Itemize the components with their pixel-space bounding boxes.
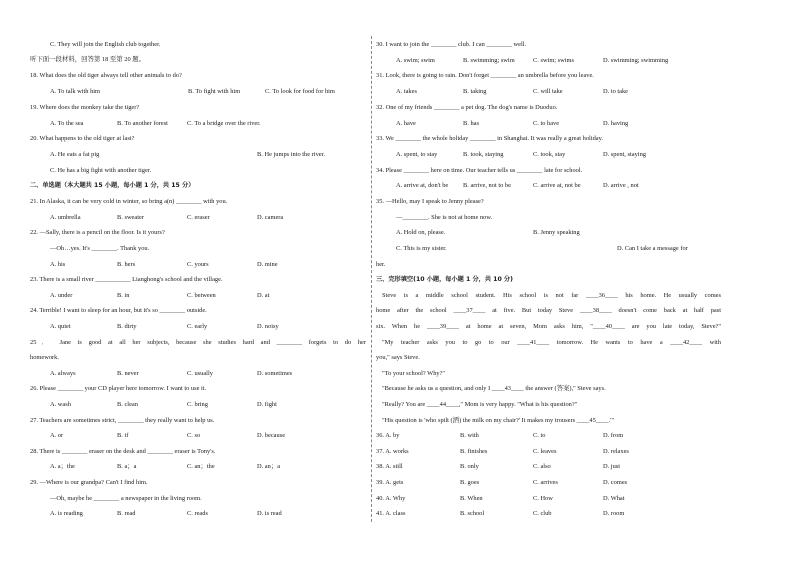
option-b[interactable]: B. finishes (460, 448, 488, 455)
option-a[interactable]: 36. A. by (376, 432, 400, 439)
question-28-options (30, 463, 366, 471)
option-d[interactable]: D. mine (257, 261, 278, 268)
question-32-options (376, 120, 721, 128)
question-23: 23. There is a small river ___________ Lianghong's school and the village. (30, 276, 223, 283)
option-c[interactable]: C. yours (187, 261, 209, 268)
option-d[interactable]: D. room (603, 510, 625, 517)
option-b[interactable]: B. read (117, 510, 136, 517)
question-25-cont: homework. (30, 354, 59, 361)
question-18-options (30, 88, 366, 96)
cloze-39-options (376, 479, 721, 487)
passage-line-2: home after the school ____37____ at five. But today Steve ____38____ doesn't come back at half past (376, 307, 721, 314)
cloze-38-options (376, 463, 721, 471)
option-d[interactable]: D. spent, staying (603, 151, 646, 158)
question-27: 27. Teachers are sometimes strict, ________ they really want to help us. (30, 417, 215, 424)
question-23-options (30, 292, 366, 300)
cloze-41-options (376, 510, 721, 518)
option-c[interactable]: C. to have (533, 120, 560, 127)
question-25: 25． Jane is good at all her subjects, because she studies hard and ________ forgets to do her (30, 339, 366, 346)
passage-line-3: six. When he ____39____ at home at seven, Mom asks him, "____40____ are you late today, Steve?" (376, 323, 721, 330)
question-34-options (376, 182, 721, 190)
question-21-options (30, 214, 366, 222)
option-a[interactable]: 39. A. gets (376, 479, 404, 486)
section-heading-cloze: 三、完形填空(10 小题，每小题 1 分，共 10 分) (376, 276, 513, 283)
question-33-options (376, 151, 721, 159)
question-20: 20. What happens to the old tiger at last? (30, 135, 135, 142)
question-20-option-c[interactable]: C. He has a big fight with another tiger. (50, 167, 152, 174)
question-18: 18. What does the old tiger always tell other animals to do? (30, 72, 182, 79)
option-c[interactable]: C. took, stay (533, 151, 566, 158)
question-27-options (30, 432, 366, 440)
option-c[interactable]: C. swim; swims (533, 57, 575, 64)
option-b[interactable]: B. in (117, 292, 130, 299)
cloze-36-options (376, 432, 721, 440)
question-19: 19. Where does the monkey take the tiger? (30, 104, 140, 111)
option-d[interactable]: D. from (603, 432, 624, 439)
option-d[interactable]: D. relaxes (603, 448, 629, 455)
option-a[interactable]: A. swim; swim (396, 57, 435, 64)
question-26-options (30, 401, 366, 409)
question-30-options (376, 57, 721, 65)
option-a[interactable]: A. under (50, 292, 73, 299)
question-34: 34. Please ________ here on time. Our teacher tells us ________ late for school. (376, 167, 583, 174)
question-24-options (30, 323, 366, 331)
option-c[interactable]: C. arrives (533, 479, 558, 486)
option-c[interactable]: C. early (187, 323, 208, 330)
option-d[interactable]: D. What (603, 495, 625, 502)
option-d[interactable]: D. noisy (257, 323, 279, 330)
option-c[interactable]: C. How (533, 495, 553, 502)
question-35: 35. —Hello, may I speak to Jenny please? (376, 198, 484, 205)
option-b[interactable]: B. clean (117, 401, 138, 408)
option-c[interactable]: C. between (187, 292, 216, 299)
question-20-options (30, 151, 366, 159)
passage-line-7: "Because he asks us a question, and only I ____43____ the answer (答案)," Steve says. (382, 385, 606, 392)
option-b[interactable]: B. with (460, 432, 479, 439)
option-a[interactable]: A. is reading (50, 510, 83, 517)
question-35-options-ab (376, 229, 721, 237)
option-a[interactable]: A. takes (396, 88, 417, 95)
option-c[interactable]: C. leaves (533, 448, 557, 455)
option-c[interactable]: C. club (533, 510, 552, 517)
passage-line-8: "Really? You are ____44____," Mom is very happy. "What is his question?" (382, 401, 578, 408)
option-c[interactable]: C. This is my sister. (396, 245, 447, 252)
option-a[interactable]: A. a；the (50, 463, 75, 470)
option-c[interactable]: C. an；the (187, 463, 215, 470)
question-21: 21. In Alaska, it can be very cold in winter, so bring a(n) ________ with you. (30, 198, 228, 205)
option-a[interactable]: 38. A. still (376, 463, 403, 470)
option-d[interactable]: D. to take (603, 88, 629, 95)
option-a[interactable]: A. He eats a fat pig (50, 151, 100, 158)
question-26: 26. Please ________ your CD player here tomorrow. I want to use it. (30, 385, 207, 392)
option-a[interactable]: A. have (396, 120, 416, 127)
listening-instruction: 听下面一段材料，回答第 18 至第 20 题。 (30, 56, 146, 63)
option-b[interactable]: B. if (117, 432, 129, 439)
option-d[interactable]: D. camera (257, 214, 284, 221)
option-b[interactable]: B. sweater (117, 214, 144, 221)
passage-line-1: Steve is a middle school student. His school is not far ____36____ his home. He usually comes (382, 292, 721, 299)
option-c[interactable]: C. will take (533, 88, 563, 95)
question-35-reply: —________. She is not at home now. (396, 214, 493, 221)
option-c[interactable]: C. to (533, 432, 546, 439)
option-c[interactable]: C. usually (187, 370, 213, 377)
option-c[interactable]: C. reads (187, 510, 208, 517)
option-d[interactable]: D. because (257, 432, 286, 439)
option-b[interactable]: B. school (460, 510, 485, 517)
option-b[interactable]: B. Jenny speaking (533, 229, 580, 236)
option-b[interactable]: B. a；a (117, 463, 137, 470)
option-d[interactable]: D. sometimes (257, 370, 293, 377)
option-a[interactable]: A. or (50, 432, 64, 439)
option-a[interactable]: A. To the sea (50, 120, 84, 127)
option-a[interactable]: A. wash (50, 401, 71, 408)
q17-option-c: C. They will join the English club together. (50, 41, 161, 48)
question-28: 28. There is ________ eraser on the desk and ________ eraser is Tony's. (30, 448, 216, 455)
option-b[interactable]: B. arrive, not to be (463, 182, 511, 189)
passage-line-9: "His question is 'who spilt (洒) the milk on my chair?' It makes my trousers ____45____.'" (382, 417, 614, 424)
option-c[interactable]: C. also (533, 463, 551, 470)
question-29-options (30, 510, 366, 518)
option-c[interactable]: C. To a bridge over the river. (187, 120, 261, 127)
option-c[interactable]: C. eraser (187, 214, 210, 221)
option-b[interactable]: B. only (460, 463, 479, 470)
option-d[interactable]: D. is read (257, 510, 282, 517)
question-22: 22. —Sally, there is a pencil on the floor. Is it yours? (30, 229, 165, 236)
option-a[interactable]: A. arrive at, don't be (396, 182, 449, 189)
option-b[interactable]: B. When (460, 495, 483, 502)
option-b[interactable]: B. hers (117, 261, 136, 268)
option-a[interactable]: A. always (50, 370, 76, 377)
question-30: 30. I want to join the ________ club. I can ________ well. (376, 41, 527, 48)
question-31: 31. Look, there is going to rain. Don't forget ________ an umbrella before you leave. (376, 72, 594, 79)
question-35-options-cd (376, 245, 721, 253)
question-31-options (376, 88, 721, 96)
option-a[interactable]: A. To talk with him (50, 88, 101, 95)
option-d[interactable]: D. arrive , not (603, 182, 639, 189)
option-a[interactable]: A. his (50, 261, 66, 268)
question-22-reply: —Oh…yes. It's ________. Thank you. (50, 245, 150, 252)
option-d[interactable]: D. an；a (257, 463, 281, 470)
passage-line-4: "My teacher asks you to go to our ____41____ tomorrow. He wants to have a ____42____ with (382, 339, 721, 346)
question-32: 32. One of my friends ________ a pet dog. The dog's name is Duoduo. (376, 104, 558, 111)
option-b[interactable]: B. has (463, 120, 479, 127)
option-b[interactable]: B. To fight with him (188, 88, 241, 95)
option-d[interactable]: D. at (257, 292, 270, 299)
option-d[interactable]: D. having (603, 120, 629, 127)
cloze-37-options (376, 448, 721, 456)
option-a[interactable]: A. quiet (50, 323, 71, 330)
option-b[interactable]: B. To another forest (117, 120, 168, 127)
option-a[interactable]: 41. A. class (376, 510, 406, 517)
question-35-option-d-cont: her. (376, 261, 386, 268)
option-c[interactable]: C. bring (187, 401, 208, 408)
option-d[interactable]: D. fight (257, 401, 277, 408)
passage-line-5: you," says Steve. (376, 354, 420, 361)
cloze-40-options (376, 495, 721, 503)
option-d[interactable]: D. just (603, 463, 621, 470)
option-b[interactable]: B. He jumps into the river. (257, 151, 325, 158)
passage-line-6: "To your school? Why?" (382, 370, 446, 377)
question-29-reply: —Oh, maybe he ________ a newspaper in the living room. (50, 495, 202, 502)
question-24: 24. Terrible! I want to sleep for an hour, but it's so ________ outside. (30, 307, 207, 314)
question-33: 33. We ________ the whole holiday ________ in Shanghai. It was really a great holiday. (376, 135, 604, 142)
option-a[interactable]: A. spent, to stay (396, 151, 438, 158)
option-c[interactable]: C. so (187, 432, 201, 439)
option-b[interactable]: B. took, staying (463, 151, 504, 158)
question-19-options (30, 120, 366, 128)
option-b[interactable]: B. dirty (117, 323, 137, 330)
option-b[interactable]: B. swimming; swim (463, 57, 515, 64)
option-c[interactable]: C. arrive at, not be (533, 182, 581, 189)
option-c[interactable]: C. To look for food for him (265, 88, 335, 95)
section-heading-multiple-choice: 二、单选题（本大题共 15 小题，每小题 1 分，共 15 分） (30, 182, 195, 189)
option-d[interactable]: D. swimming; swimming (603, 57, 669, 64)
option-b[interactable]: B. never (117, 370, 139, 377)
option-a[interactable]: 37. A. works (376, 448, 409, 455)
option-b[interactable]: B. taking (463, 88, 487, 95)
question-29: 29. —Where is our grandpa? Can't I find him. (30, 479, 148, 486)
column-divider (371, 36, 372, 522)
option-d[interactable]: D. comes (603, 479, 628, 486)
option-a[interactable]: A. Hold on, please. (396, 229, 446, 236)
option-b[interactable]: B. goes (460, 479, 480, 486)
option-d[interactable]: D. Can I take a message for (617, 245, 688, 252)
question-22-options (30, 261, 366, 269)
option-a[interactable]: A. umbrella (50, 214, 81, 221)
option-a[interactable]: 40. A. Why (376, 495, 406, 502)
question-25-options (30, 370, 366, 378)
